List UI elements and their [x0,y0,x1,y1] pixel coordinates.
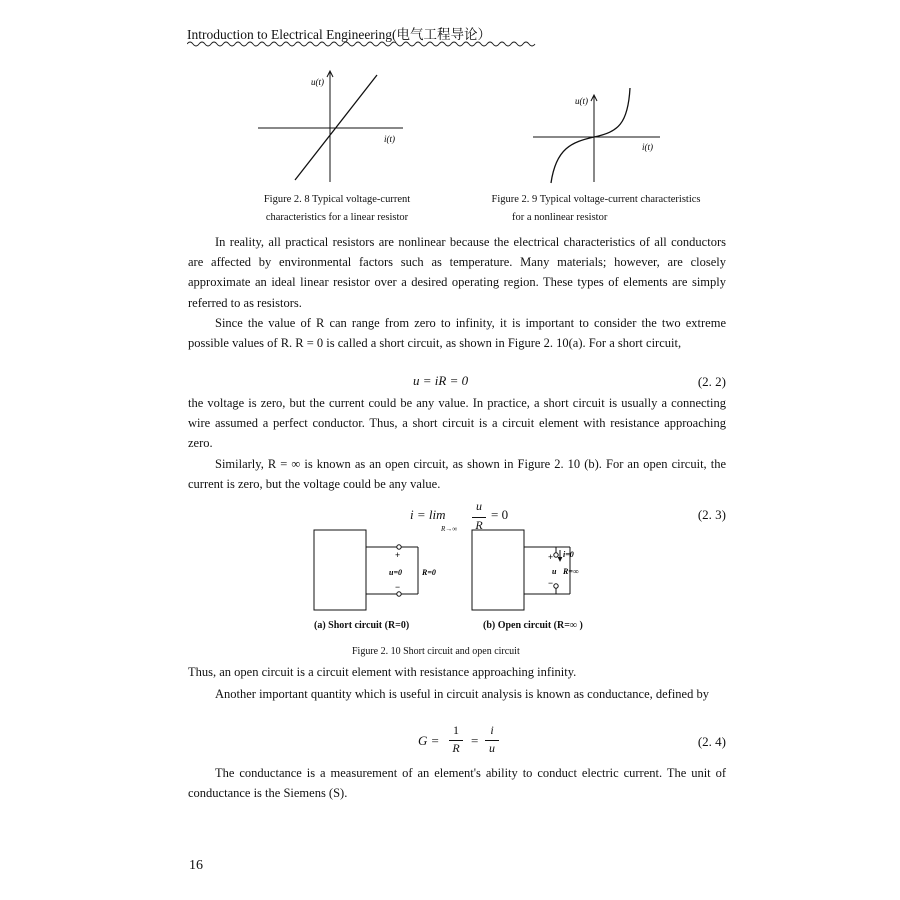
equation-2-4: G = 1 R = i u [418,723,518,761]
terminal-bottom [397,592,401,596]
plus-sign: + [395,550,401,560]
figure-2-10b-open-circuit [455,527,615,617]
paragraph-conductance-definition: The conductance is a measurement of an element's ability to conduct electric current. The unit of conductance is the Siemens (S). [188,766,726,801]
figure-2-10-caption: Figure 2. 10 Short circuit and open circuit [352,646,520,657]
r-label: R=∞ [563,567,579,576]
figure-2-9-nonlinear-plot [530,80,665,185]
figure-2-9-caption: Figure 2. 9 Typical voltage-current characteristics for a nonlinear resistor [491,194,701,223]
equation-2-2: u = iR = 0 [413,373,469,388]
paragraph-nonlinear-resistors: In reality, all practical resistors are nonlinear because the electrical characteristics of all conductors are affected by environmental factors such as temperature. Many materials; however, are closely approximate an ideal linear resistor over a desired operating region. These types of elements are simply referred to as resistors. [188,235,726,310]
figure-2-10a-caption: (a) Short circuit (R=0) [314,620,410,631]
figure-2-8-caption: Figure 2. 8 Typical voltage-current characteristics for a linear resistor [263,194,411,223]
paragraph-short-circuit-detail: the voltage is zero, but the current could be any value. In practice, a short circuit is usually a connecting wire assumed a perfect conductor. Thus, a short circuit is a circuit element with resistance approaching zero. [188,396,726,451]
paragraph-conductance-intro: Another important quantity which is useful in circuit analysis is known as conductance, defined by [215,687,709,701]
r-label: R=0 [422,568,436,577]
u-label: u=0 [389,568,403,577]
plus-sign: + [548,552,554,562]
minus-sign: − [548,578,554,588]
current-arrow [558,557,562,561]
paragraph-short-circuit-intro: Since the value of R can range from zero to infinity, it is important to consider the two extreme possible values of R. R = 0 is called a short circuit, as shown in Figure 2. 10(a). For a short circuit, [188,316,726,351]
i-label: i=0 [563,550,574,559]
x-axis-label: i(t) [384,134,395,144]
paragraph-open-circuit-conclusion: Thus, an open circuit is a circuit element with resistance approaching infinity. [188,665,577,679]
header-wavy-rule [187,40,537,48]
x-axis-label: i(t) [642,142,653,152]
equation-2-4-number: (2. 4) [697,734,726,749]
circuit-box [472,530,524,610]
figure-2-8-linear-plot [255,65,415,185]
u-label: u [552,567,557,576]
figure-2-10a-short-circuit [300,527,450,617]
terminal-top [554,553,558,557]
y-axis-label: u(t) [311,77,324,87]
minus-sign: − [395,582,401,592]
figure-2-10b-caption: (b) Open circuit (R=∞ ) [483,620,583,631]
page-number: 16 [189,858,203,873]
equation-2-3-number: (2. 3) [697,507,726,522]
nonlinear-characteristic-curve [551,88,630,183]
terminal-top [397,545,401,549]
terminal-bottom [554,584,558,588]
running-header: Introduction to Electrical Engineering(电气工程导论） [187,27,492,42]
y-axis-label: u(t) [575,96,588,106]
equation-2-2-number: (2. 2) [697,374,726,389]
circuit-box [314,530,366,610]
paragraph-open-circuit-intro: Similarly, R = ∞ is known as an open circuit, as shown in Figure 2. 10 (b). For an open circuit, the current is zero, but the voltage could be any value. [188,457,726,492]
equation-2-3: i = lim R→∞ u R = 0 [410,499,509,533]
